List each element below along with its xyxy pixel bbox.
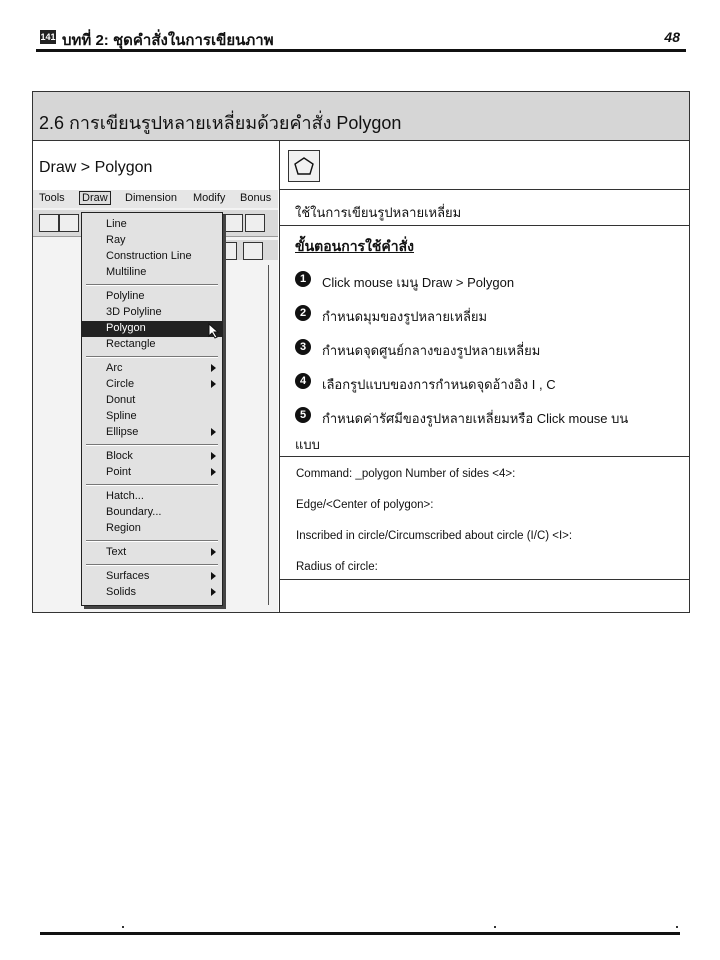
menu-item-hatch[interactable]: Hatch... — [106, 490, 144, 502]
toolbar-button[interactable] — [223, 214, 243, 232]
menu-separator — [86, 484, 218, 486]
step-number: 4 — [295, 373, 311, 389]
submenu-arrow-icon — [211, 452, 216, 460]
step-number: 3 — [295, 339, 311, 355]
usage-heading: ขั้นตอนการใช้คำสั่ง — [295, 238, 415, 254]
menu-item-donut[interactable]: Donut — [106, 394, 136, 406]
menu-item-region[interactable]: Region — [106, 522, 141, 534]
menu-item-multiline[interactable]: Multiline — [106, 266, 147, 278]
autocad-menu-screenshot — [33, 190, 278, 612]
footer-dot — [676, 926, 678, 928]
menu-item-rectangle[interactable]: Rectangle — [106, 338, 156, 350]
submenu-arrow-icon — [211, 468, 216, 476]
submenu-arrow-icon — [211, 572, 216, 580]
scrollbar[interactable] — [268, 265, 277, 605]
menubar-tools[interactable]: Tools — [39, 192, 65, 204]
divider — [280, 456, 689, 457]
usage-description: ใช้ในการเขียนรูปหลายเหลี่ยม — [295, 205, 462, 220]
menu-item-construction-line[interactable]: Construction Line — [106, 250, 192, 262]
step-number: 2 — [295, 305, 311, 321]
step-number: 5 — [295, 407, 311, 423]
step-text: เลือกรูปแบบของการกำหนดจุดอ้างอิง I , C — [322, 377, 556, 392]
submenu-arrow-icon — [211, 364, 216, 372]
submenu-arrow-icon — [211, 380, 216, 388]
command-line: Radius of circle: — [296, 561, 378, 573]
draw-dropdown-menu — [81, 212, 223, 606]
toolbar-button[interactable] — [59, 214, 79, 232]
pentagon-icon — [293, 156, 315, 176]
header-rule — [36, 49, 686, 52]
menu-item-spline[interactable]: Spline — [106, 410, 137, 422]
menu-item-ellipse[interactable]: Ellipse — [82, 425, 222, 441]
chapter-icon: 141 — [40, 32, 56, 42]
menu-separator — [86, 444, 218, 446]
divider — [280, 579, 689, 580]
toolbar-button[interactable] — [39, 214, 59, 232]
menu-item-circle[interactable]: Circle — [82, 377, 222, 393]
submenu-arrow-icon — [211, 548, 216, 556]
section-title-bar — [33, 92, 689, 141]
polygon-toolbar-button[interactable] — [288, 150, 320, 182]
step-text-continued: แบบ — [295, 437, 320, 452]
command-line: Edge/<Center of polygon>: — [296, 499, 434, 511]
submenu-arrow-icon — [211, 428, 216, 436]
page-number: 48 — [664, 29, 680, 45]
menu-item-line[interactable]: Line — [106, 218, 127, 230]
menubar-modify[interactable]: Modify — [193, 192, 226, 204]
menu-item-boundary[interactable]: Boundary... — [106, 506, 162, 518]
command-line: Command: _polygon Number of sides <4>: — [296, 468, 516, 480]
footer-dot — [122, 926, 124, 928]
footer-dot — [494, 926, 496, 928]
menu-separator — [86, 284, 218, 286]
toolbar-button[interactable] — [245, 214, 265, 232]
menubar — [33, 190, 278, 208]
divider — [280, 189, 689, 190]
chapter-title: บทที่ 2: ชุดคำสั่งในการเขียนภาพ — [62, 32, 274, 49]
step-text: กำหนดค่ารัศมีของรูปหลายเหลี่ยมหรือ Click mouse บน — [322, 411, 629, 426]
page-header — [36, 28, 684, 48]
menubar-dimension[interactable]: Dimension — [125, 192, 177, 204]
menu-separator — [86, 540, 218, 542]
footer-rule — [40, 932, 680, 935]
step-number: 1 — [295, 271, 311, 287]
submenu-arrow-icon — [211, 588, 216, 596]
menu-item-block[interactable]: Block — [82, 449, 222, 465]
menubar-draw[interactable]: Draw — [79, 191, 111, 205]
step-text: กำหนดจุดศูนย์กลางของรูปหลายเหลี่ยม — [322, 343, 541, 358]
menu-item-3d-polyline[interactable]: 3D Polyline — [106, 306, 162, 318]
menu-item-surfaces[interactable]: Surfaces — [82, 569, 222, 585]
menu-item-point[interactable]: Point — [82, 465, 222, 481]
command-line: Inscribed in circle/Circumscribed about circle (I/C) <I>: — [296, 530, 573, 542]
menu-path-cell — [33, 141, 280, 189]
menu-item-polyline[interactable]: Polyline — [106, 290, 145, 302]
menubar-bonus[interactable]: Bonus — [240, 192, 272, 204]
menu-separator — [86, 356, 218, 358]
menu-separator — [86, 564, 218, 566]
section-box — [32, 91, 690, 613]
menu-item-ray[interactable]: Ray — [106, 234, 126, 246]
column-divider — [279, 189, 280, 612]
menu-path: Draw > Polygon — [39, 159, 153, 176]
menu-item-polygon[interactable]: Polygon — [82, 321, 222, 337]
menu-item-arc[interactable]: Arc — [82, 361, 222, 377]
menu-item-text[interactable]: Text — [82, 545, 222, 561]
step-text: Click mouse เมนู Draw > Polygon — [322, 275, 515, 290]
divider — [280, 225, 689, 226]
step-text: กำหนดมุมของรูปหลายเหลี่ยม — [322, 309, 488, 324]
menu-item-solids[interactable]: Solids — [82, 585, 222, 601]
toolbar-button[interactable] — [243, 242, 263, 260]
toolbar-icon-cell — [280, 141, 689, 189]
section-title: 2.6 การเขียนรูปหลายเหลี่ยมด้วยคำสั่ง Polygon — [39, 113, 402, 133]
